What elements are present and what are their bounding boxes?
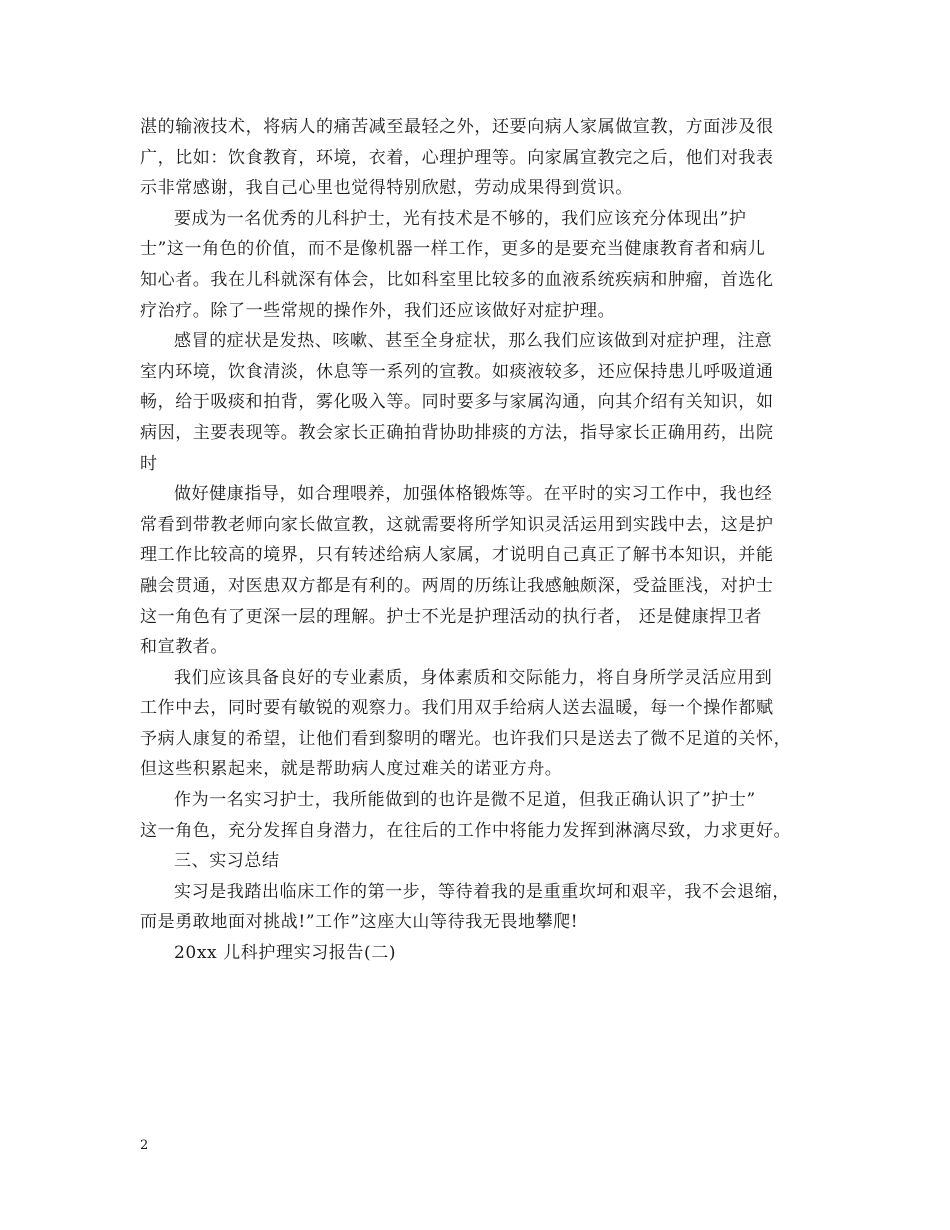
text-line: 时 xyxy=(140,453,158,474)
text-line: 室内环境，饮食清淡，休息等一系列的宣教。如痰液较多，还应保持患儿呼吸道通 xyxy=(140,361,774,382)
text-line: 疗治疗。除了一些常规的操作外，我们还应该做好对症护理。 xyxy=(140,300,616,321)
paragraph-first-line: 要成为一名优秀的儿科护士，光有技术是不够的，我们应该充分体现出”护 xyxy=(174,208,747,229)
text-line: 畅，给于吸痰和拍背，雾化吸入等。同时要多与家属沟通，向其介绍有关知识，如 xyxy=(140,392,774,413)
text-line: 予病人康复的希望，让他们看到黎明的曙光。也许我们只是送去了微不足道的关怀， xyxy=(140,728,792,749)
paragraph-first-line: 感冒的症状是发热、咳嗽、甚至全身症状，那么我们应该做到对症护理，注意 xyxy=(174,331,773,352)
text-line: 这一角色，充分发挥自身潜力，在往后的工作中将能力发挥到淋漓尽致，力求更好。 xyxy=(140,820,792,841)
text-line: 常看到带教老师向家长做宣教，这就需要将所学知识灵活运用到实践中去，这是护 xyxy=(140,514,774,535)
text-line: 和宣教者。 xyxy=(140,637,228,658)
paragraph-first-line: 我们应该具备良好的专业素质，身体素质和交际能力，将自身所学灵活应用到 xyxy=(174,667,773,688)
paragraph-first-line: 做好健康指导，如合理喂养，加强体格锻炼等。在平时的实习工作中，我也经 xyxy=(174,484,773,505)
paragraph-first-line: 作为一名实习护士，我所能做到的也许是微不足道，但我正确认识了”护士” xyxy=(174,790,756,811)
report-title-line: 20xx 儿科护理实习报告(二) xyxy=(174,943,397,964)
text-line: 病因，主要表现等。教会家长正确拍背协助排痰的方法，指导家长正确用药，出院 xyxy=(140,422,774,443)
paragraph-first-line: 实习是我踏出临床工作的第一步，等待着我的是重重坎坷和艰辛，我不会退缩， xyxy=(174,881,790,902)
section-heading: 三、实习总结 xyxy=(174,851,280,872)
text-line: 湛的输液技术，将病人的痛苦减至最轻之外，还要向病人家属做宣教，方面涉及很 xyxy=(140,117,774,137)
document-body xyxy=(140,112,830,969)
text-line: 这一角色有了更深一层的理解。护士不光是护理活动的执行者， 还是健康捍卫者 xyxy=(140,606,763,627)
page-number: 2 xyxy=(140,1138,149,1153)
text-line: 广，比如：饮食教育，环境，衣着，心理护理等。向家属宣教完之后，他们对我表 xyxy=(140,147,774,168)
text-line: 但这些积累起来，就是帮助病人度过难关的诺亚方舟。 xyxy=(140,759,563,780)
text-line: 理工作比较高的境界，只有转述给病人家属，才说明自己真正了解书本知识，并能 xyxy=(140,545,774,566)
text-line: 知心者。我在儿科就深有体会，比如科室里比较多的血液系统疾病和肿瘤，首选化 xyxy=(140,269,774,290)
text-line: 示非常感谢，我自己心里也觉得特别欣慰，劳动成果得到赏识。 xyxy=(140,178,633,199)
text-line: 融会贯通，对医患双方都是有利的。两周的历练让我感触颇深，受益匪浅，对护士 xyxy=(140,575,774,596)
text-line: 而是勇敢地面对挑战!”工作”这座大山等待我无畏地攀爬! xyxy=(140,912,579,933)
text-line: 工作中去，同时要有敏锐的观察力。我们用双手给病人送去温暖，每一个操作都赋 xyxy=(140,698,774,719)
text-line: 士”这一角色的价值，而不是像机器一样工作，更多的是要充当健康教育者和病儿 xyxy=(140,239,766,260)
